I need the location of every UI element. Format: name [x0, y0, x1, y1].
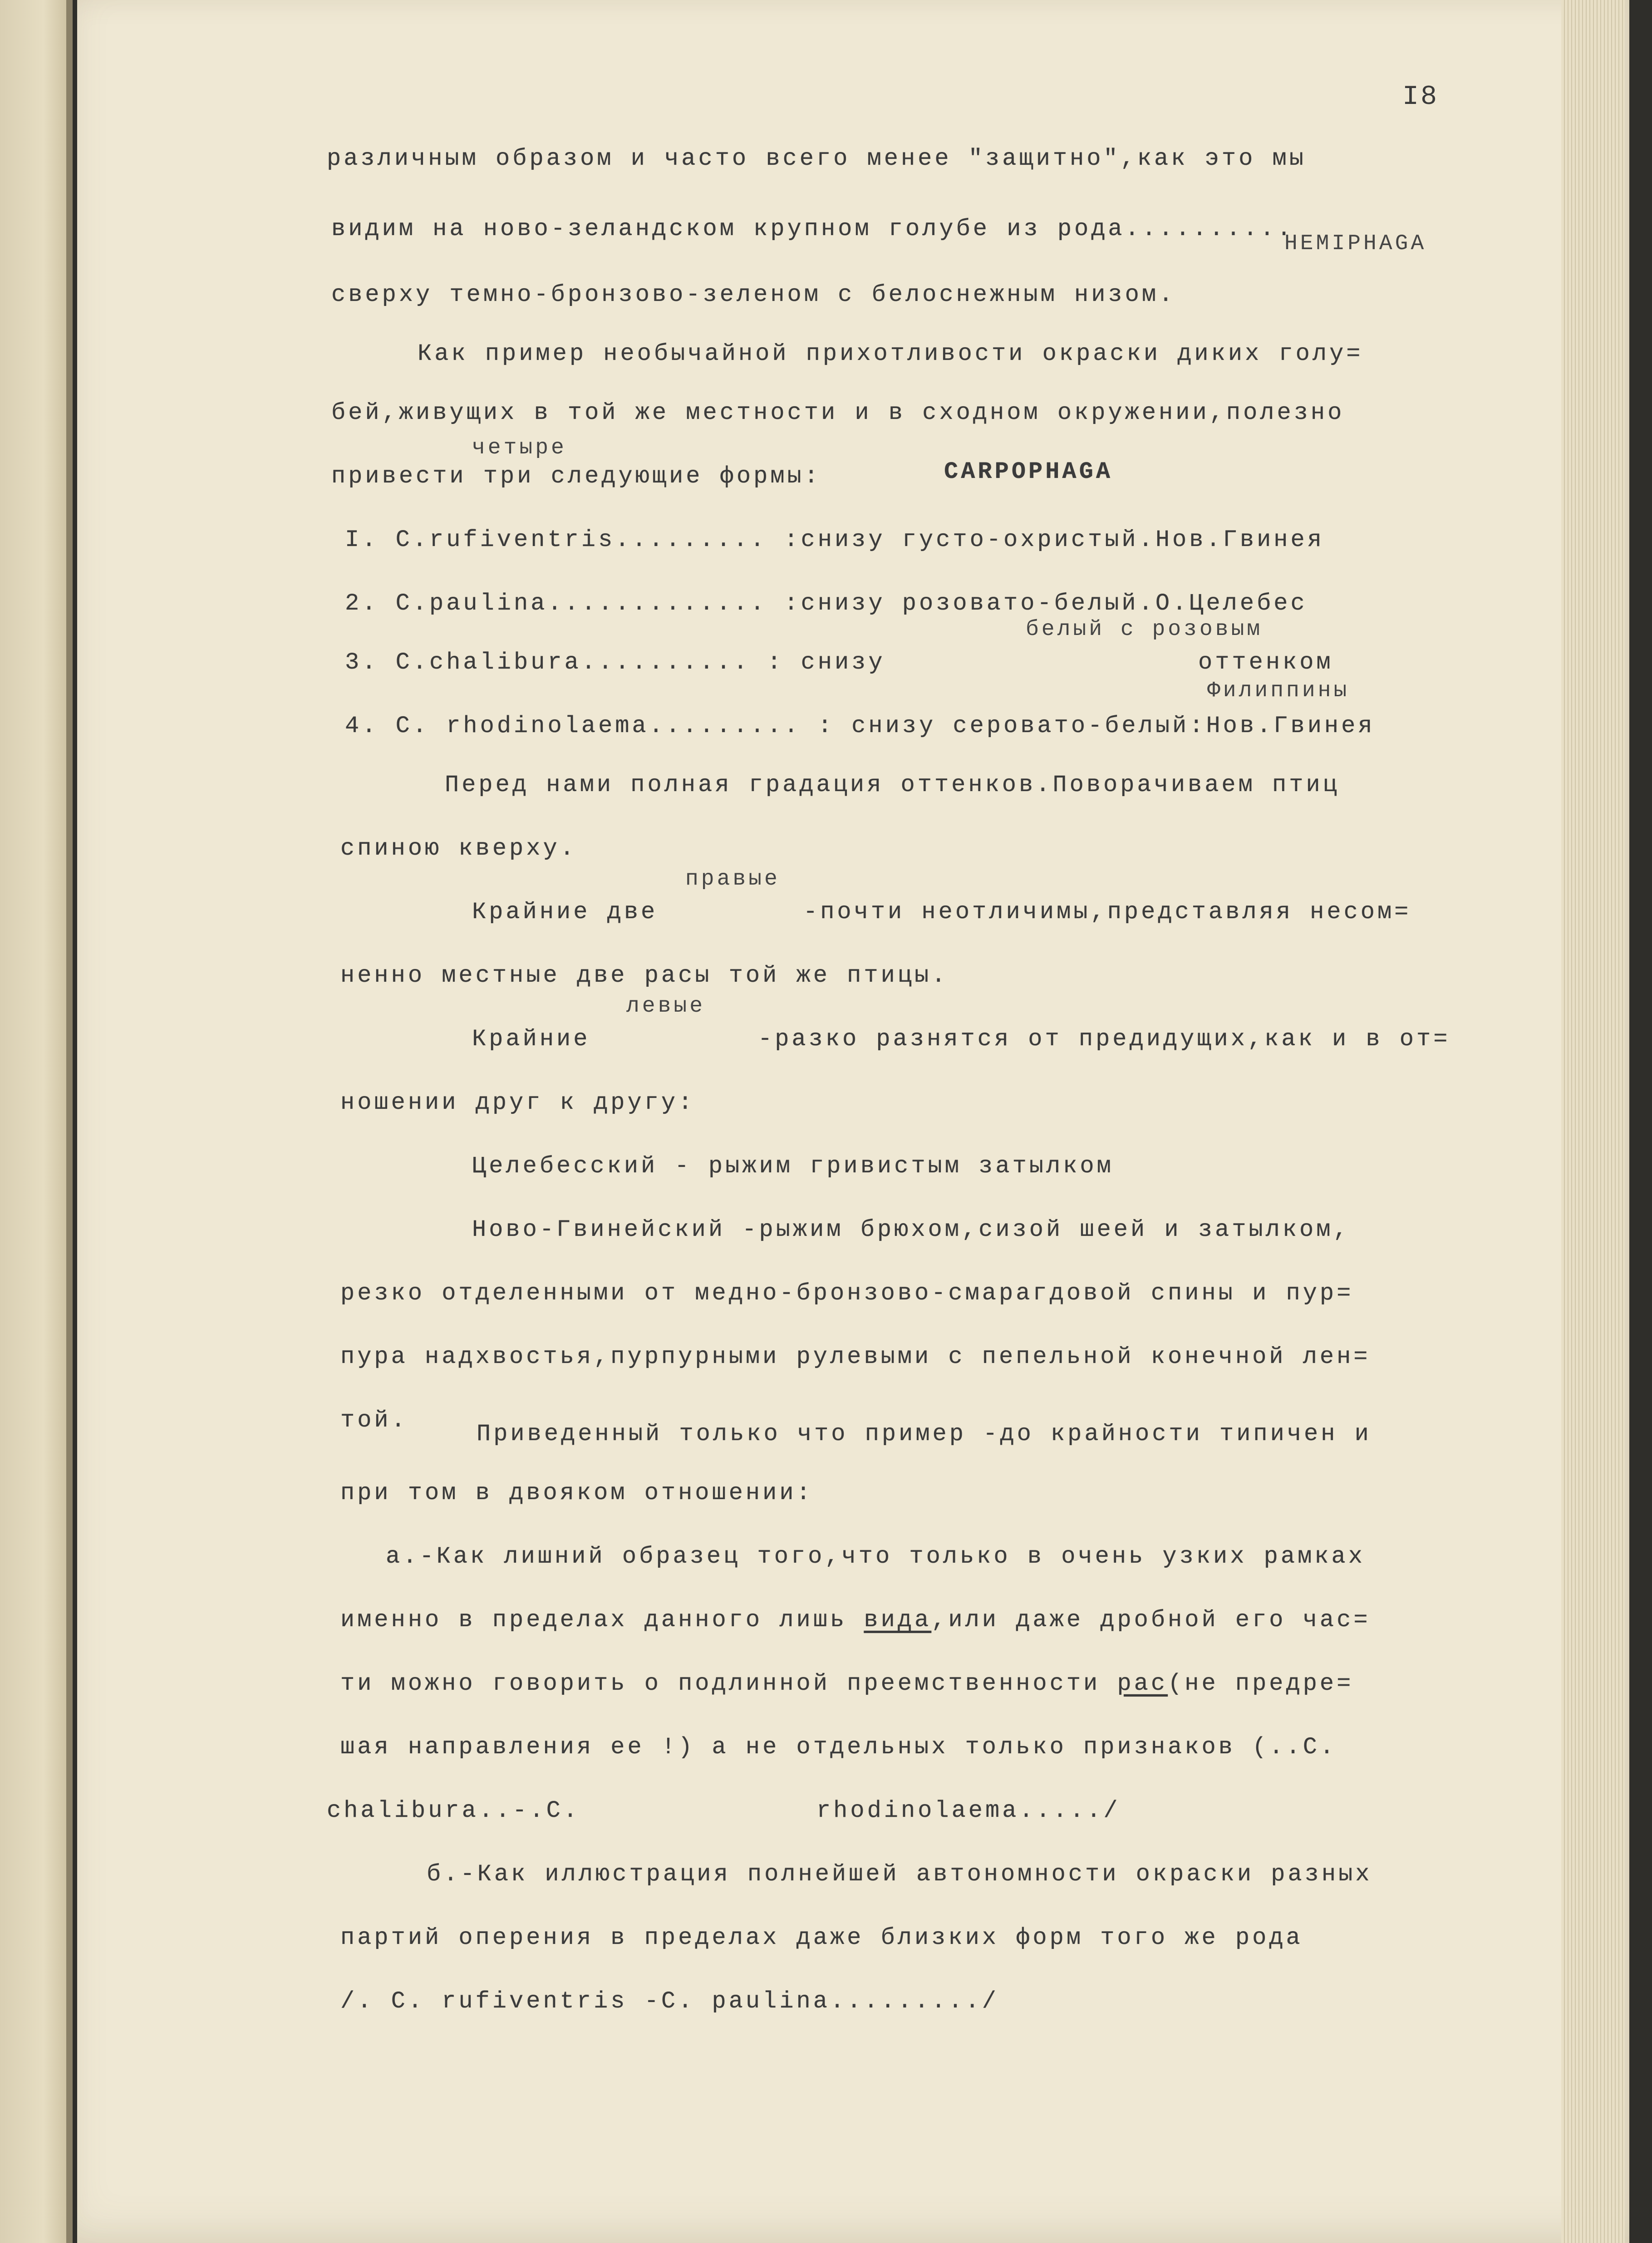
text-line: при том в двояком отношении: — [340, 1480, 813, 1506]
text-line: б.-Как иллюстрация полнейшей автономности окраски разных — [427, 1861, 1372, 1888]
text-line: Крайние — [472, 1026, 590, 1053]
text-line: а.-Как лишний образец того,что только в очень узких рамках — [386, 1543, 1365, 1570]
text-line: различным образом и часто всего менее "защитно",как это мы — [327, 145, 1306, 172]
text-line — [340, 1607, 1371, 1633]
text-line: пура надхвостья,пурпурными рулевыми с пепельной конечной лен= — [340, 1343, 1371, 1370]
text-line: Как пример необычайной прихотливости окраски диких голу= — [418, 340, 1363, 367]
species-line: 4. C. rhodinolaema......... : снизу серовато-белый:Нов.Гвинея — [345, 713, 1375, 739]
text-line: Приведенный только что пример -до крайности типичен и — [477, 1421, 1372, 1447]
inserted-word: левые — [626, 994, 706, 1018]
text-line: той. — [340, 1407, 408, 1434]
page-number: I8 — [1402, 82, 1439, 113]
underlined-word: рас — [1117, 1670, 1168, 1697]
inserted-word: белый с розовым — [1026, 617, 1263, 642]
text-line: chalibura..-.C. rhodinolaema...../ — [327, 1797, 1121, 1824]
text-line: /. C. rufiventris -C. paulina........./ — [340, 1988, 999, 2015]
text-line: резко отделенными от медно-бронзово-смарагдовой спины и пур= — [340, 1280, 1354, 1307]
inserted-word: четыре — [472, 436, 567, 460]
text-line: -почти неотличимы,представляя несом= — [803, 899, 1411, 925]
text-line: спиною кверху. — [340, 835, 577, 862]
text-line: сверху темно-бронзово-зеленом с белоснежным низом. — [331, 281, 1176, 308]
text-line: Ново-Гвинейский -рыжим брюхом,сизой шеей и затылком, — [472, 1216, 1350, 1243]
text-line: привести три следующие формы: — [331, 463, 821, 490]
text-line: видим на ново-зеландском крупном голубе из рода.......... — [331, 216, 1294, 242]
text-line: партий оперения в пределах даже близких форм того же рода — [340, 1924, 1303, 1951]
species-line: I. C.rufiventris......... :снизу густо-охристый.Нов.Гвинея — [345, 526, 1324, 553]
text-fragment: (не предре= — [1168, 1670, 1354, 1697]
text-line: Перед нами полная градация оттенков.Поворачиваем птиц — [445, 772, 1340, 798]
text-fragment: ти можно говорить о подлинной преемственности — [340, 1670, 1117, 1697]
document-page — [77, 0, 1629, 2243]
inserted-word: HEMIPHAGA — [1284, 231, 1427, 256]
page-stack-edge — [1561, 0, 1625, 2243]
underlined-word: вида — [864, 1607, 932, 1633]
genus-heading: CARPOPHAGA — [944, 458, 1113, 485]
text-line — [340, 1670, 1353, 1697]
text-line: -разко разнятся от предидущих,как и в от= — [758, 1026, 1450, 1053]
species-line-end: оттенком — [1198, 649, 1333, 676]
text-line: ненно местные две расы той же птицы. — [340, 962, 949, 989]
inserted-word: правые — [685, 867, 780, 891]
text-line: Целебесский - рыжим гривистым затылком — [472, 1153, 1114, 1180]
species-line: 3. C.chalibura.......... : снизу — [345, 649, 885, 676]
text-fragment: именно в пределах данного лишь — [340, 1607, 864, 1633]
species-line: 2. C.paulina............. :снизу розовато-белый.О.Целебес — [345, 590, 1308, 617]
text-line: бей,живущих в той же местности и в сходном окружении,полезно — [331, 399, 1345, 426]
text-fragment: ,или даже дробной его час= — [931, 1607, 1371, 1633]
text-line: Крайние две — [472, 899, 658, 925]
left-page-edge — [0, 0, 73, 2243]
text-line: ношении друг к другу: — [340, 1089, 695, 1116]
inserted-word: Филиппины — [1207, 679, 1350, 703]
text-line: шая направления ее !) а не отдельных только признаков (..C. — [340, 1734, 1337, 1761]
